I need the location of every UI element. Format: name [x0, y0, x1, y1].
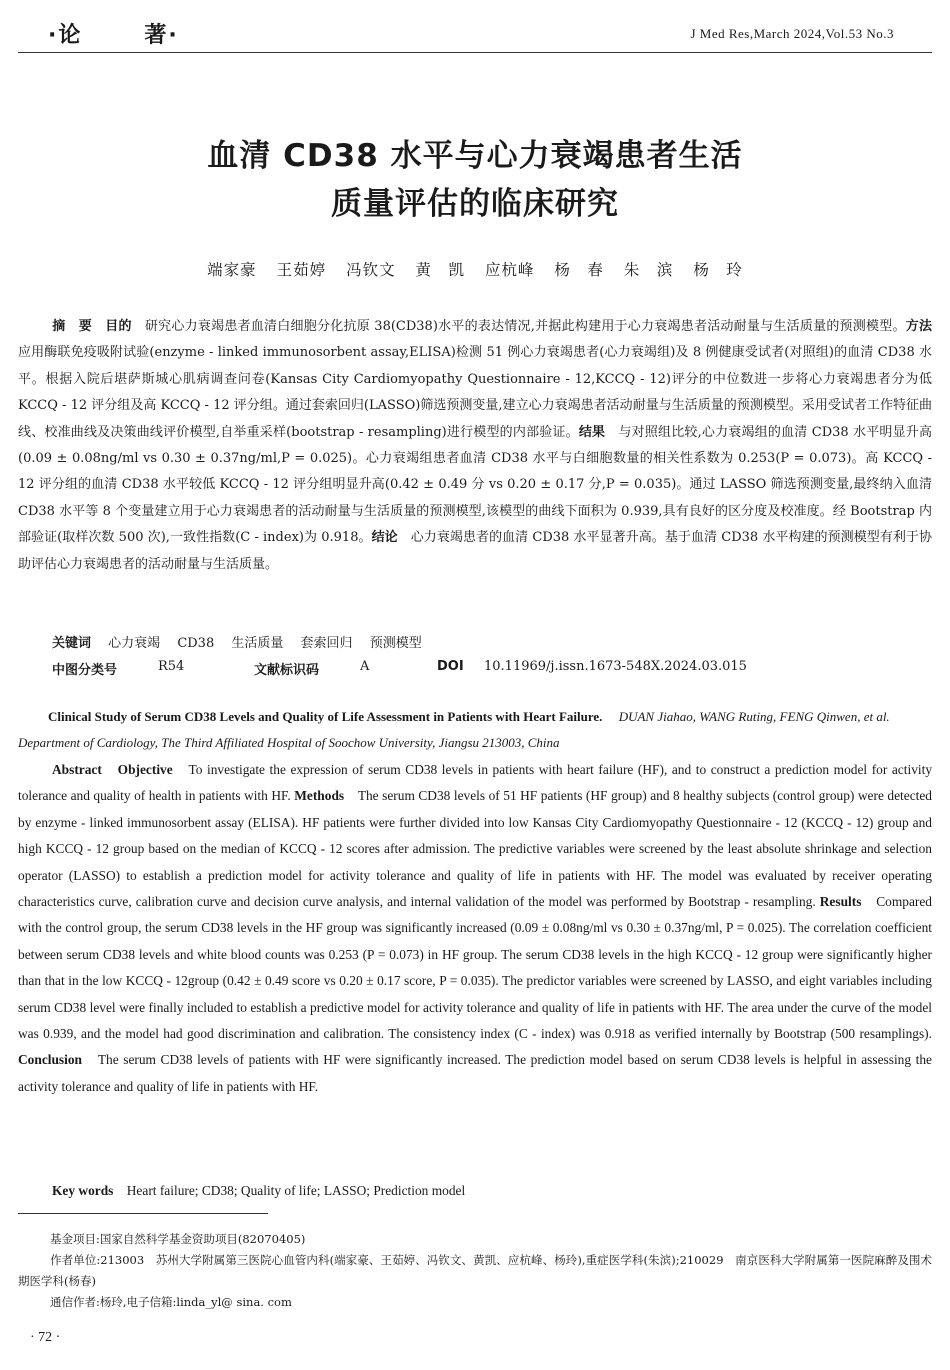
- article-title-line-2: 质量评估的临床研究: [331, 186, 619, 222]
- english-affiliation: Department of Cardiology, The Third Affiliated Hospital of Soochow University, Jiangsu 213003, China: [18, 735, 560, 751]
- methods-text-cn: 应用酶联免疫吸附试验(enzyme - linked immunosorbent assay,ELISA)检测 51 例心力衰竭患者(心力衰竭组)及 8 例健康受试者(对照组)的血清 CD38 水平。根据入院后堪萨斯城心肌病调查问卷(Kansas City Cardiomyopathy Questionnaire - 12,KCCQ - 12)评分的中位数进一步将心力衰竭患者分为低 KCCQ - 12 评分组及高 KCCQ - 12 评分组。通过套索回归(LASSO)筛选预测变量,建立心力衰竭患者活动耐量与生活质量的预测模型。采用受试者工作特征曲线、校准曲线及决策曲线评价模型,自举重采样(bootstrap - resampling)进行模型的内部验证。: [18, 345, 932, 440]
- section-tag: [48, 18, 179, 49]
- methods-text-en: The serum CD38 levels of 51 HF patients (HF group) and 8 healthy subjects (control group) were detected by enzyme - linked immunosorbent assay (ELISA). HF patients were further divided into low Kansas City Cardiomyopathy Questionnaire - 12 (KCCQ - 12) group and high KCCQ - 12 group based on the median of KCCQ - 12 scores after admission. The predictive variables were screened by the least absolute shrinkage and selection operator (LASSO) to establish a prediction model for activity tolerance and quality of life in patients with HF. The model was evaluated by receiver operating characteristics curve, calibration curve and decision curve analysis, and internal validation of the model was performed by Bootstrap - resampling.: [18, 788, 933, 910]
- keyword: 预测模型: [369, 636, 422, 651]
- doc-code-value: A: [360, 659, 370, 674]
- author: 杨 玲: [693, 261, 743, 279]
- doi-value: 10.11969/j.issn.1673-548X.2024.03.015: [484, 659, 747, 674]
- clc-label: 中图分类号: [52, 663, 118, 678]
- conclusion-text-en: The serum CD38 levels of patients with HF were significantly increased. The prediction model based on serum CD38 levels is helpful in assessing the activity tolerance and quality of life in patients with HF.: [18, 1052, 932, 1094]
- english-title: Clinical Study of Serum CD38 Levels and Quality of Life Assessment in Patients with Heart Failure.: [48, 709, 603, 724]
- keywords-en: [52, 1180, 465, 1199]
- methods-label-cn: 方法: [905, 319, 932, 334]
- header-divider: [18, 52, 932, 53]
- objective-label-cn: 目的: [105, 319, 132, 334]
- clc-value: R54: [158, 659, 185, 674]
- objective-text-en: To investigate the expression of serum CD38 levels in patients with heart failure (HF), and to construct a prediction model for activity tolerance and quality of health in patients with HF.: [18, 762, 933, 804]
- section-tag-left: ·论: [48, 23, 83, 48]
- article-title: [0, 132, 950, 228]
- keyword: 套索回归: [300, 636, 353, 651]
- results-text-cn: 与对照组比较,心力衰竭组的血清 CD38 水平明显升高(0.09 ± 0.08ng/ml vs 0.30 ± 0.37ng/ml,P = 0.025)。心力衰竭组患者血清 CD38 水平与白细胞数量的相关性系数为 0.253(P = 0.073)。高 KCCQ - 12 评分组的血清 CD38 水平较低 KCCQ - 12 评分组明显升高(0.42 ± 0.49 分 vs 0.20 ± 0.17 分,P = 0.035)。通过 LASSO 筛选预测变量,最终纳入血清 CD38 水平等 8 个变量建立用于心力衰竭患者的活动耐量与生活质量的预测模型,该模型的曲线下面积为 0.939,具有良好的区分度及校准度。经 Bootstrap 内部验证(取样次数 500 次),一致性指数(C - index)为 0.918。: [18, 424, 932, 546]
- doc-code-label: 文献标识码: [254, 663, 320, 678]
- author: 应杭峰: [484, 261, 535, 279]
- methods-label-en: Methods: [294, 788, 345, 804]
- conclusion-label-cn: 结论: [371, 530, 398, 546]
- abstract-label-cn: 摘 要: [52, 319, 92, 334]
- english-authors: DUAN Jiahao, WANG Ruting, FENG Qinwen, et al.: [618, 709, 890, 724]
- footnote-fund: 基金项目:国家自然科学基金资助项目(82070405): [50, 1232, 306, 1246]
- keyword: 心力衰竭: [108, 636, 161, 651]
- results-text-en: Compared with the control group, the serum CD38 levels in the HF group was significantly increased (0.09 ± 0.08ng/ml vs 0.30 ± 0.37ng/ml, P = 0.025). The correlation coefficient between serum CD38 levels and white blood counts was 0.253 (P = 0.073) in HF group. The serum CD38 levels in the high KCCQ - 12 group were significantly higher than that in the low KCCQ - 12group (0.42 ± 0.49 score vs 0.20 ± 0.17 score, P = 0.035). The predictor variables were screened by LASSO, and eight variables including serum CD38 level were finally included to establish a predictive model for activity tolerance and quality of life in patients with HF. The area under the curve of the model was 0.939, and the model had good discrimination and calibration. The consistency index (C - index) was 0.918 as verified internally by Bootstrap (500 resamplings).: [18, 894, 932, 1042]
- footnote-corresponding: 通信作者:杨玲,电子信箱:linda_yl@ sina. com: [50, 1295, 292, 1309]
- running-header: [18, 18, 932, 48]
- objective-text-cn: 研究心力衰竭患者血清白细胞分化抗原 38(CD38)水平的表达情况,并据此构建用于心力衰竭患者活动耐量与生活质量的预测模型。: [144, 319, 906, 334]
- english-abstract: [18, 757, 932, 1100]
- journal-reference: J Med Res,March 2024,Vol.53 No.3: [690, 26, 894, 41]
- author: 端家豪: [207, 261, 257, 279]
- keywords-label-en: Key words: [52, 1183, 114, 1198]
- footnote-affiliations: 作者单位:213003 苏州大学附属第三医院心血管内科(端家豪、王茹婷、冯钦文、黄凯、应杭峰、杨玲),重症医学科(朱滨);210029 南京医科大学附属第一医院麻醉及围术期医学科(杨春): [18, 1253, 932, 1288]
- doi-label: DOI: [437, 659, 464, 674]
- author-list: [0, 258, 950, 280]
- keyword: 生活质量: [231, 636, 284, 651]
- author: 冯钦文: [346, 261, 396, 279]
- article-title-line-1: 血清 CD38 水平与心力衰竭患者生活: [207, 138, 743, 174]
- english-title-block: [18, 704, 932, 757]
- keyword: CD38: [177, 636, 215, 651]
- author: 王茹婷: [276, 261, 327, 279]
- results-label-cn: 结果: [578, 424, 606, 440]
- keywords-cn: [52, 632, 422, 651]
- objective-label-en: Objective: [117, 762, 173, 777]
- chinese-abstract: [18, 314, 932, 578]
- section-tag-right: 著·: [144, 23, 179, 48]
- author: 朱 滨: [623, 261, 674, 279]
- conclusion-text-cn: 心力衰竭患者的血清 CD38 水平显著升高。基于血清 CD38 水平构建的预测模型有利于协助评估心力衰竭患者的活动耐量与生活质量。: [18, 530, 932, 572]
- footnotes: [18, 1229, 932, 1313]
- conclusion-label-en: Conclusion: [18, 1052, 82, 1068]
- page-number: · 72 ·: [30, 1330, 61, 1345]
- results-label-en: Results: [819, 894, 862, 910]
- keywords-text-en: Heart failure; CD38; Quality of life; LASSO; Prediction model: [126, 1183, 466, 1198]
- footnote-divider: [18, 1213, 268, 1214]
- author: 黄 凯: [415, 261, 466, 279]
- keywords-label-cn: 关键词: [52, 636, 92, 651]
- abstract-label-en: Abstract: [52, 762, 102, 777]
- author: 杨 春: [554, 261, 604, 279]
